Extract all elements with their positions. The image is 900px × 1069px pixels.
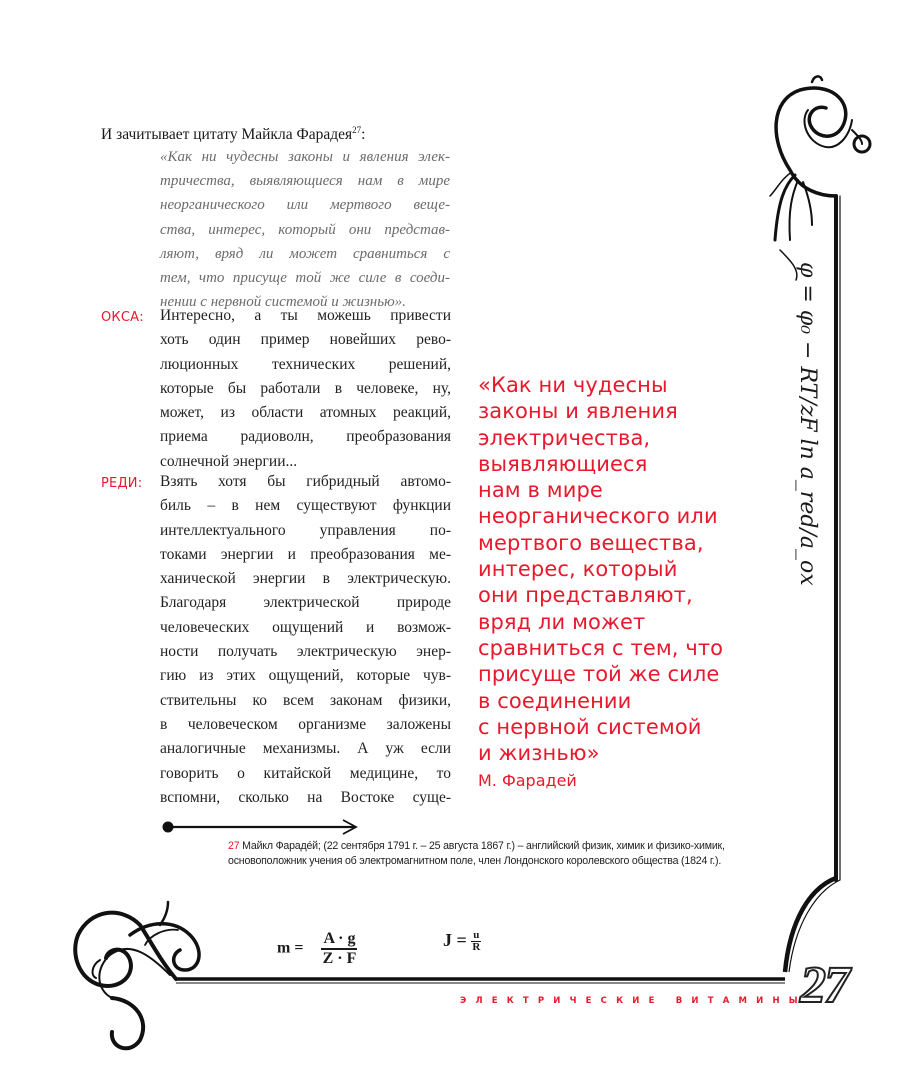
speaker-label-redi: РЕДИ:: [101, 476, 143, 491]
quote-line: ства, интерес, который они представ-: [160, 221, 450, 238]
quote-line: нении с нервной системой и жизнью».: [160, 294, 406, 311]
speaker-label-oksa: ОКСА:: [101, 310, 144, 325]
speech-line: хоть один пример новейших рево-: [160, 331, 451, 349]
pull-quote-line: мертвого вещества,: [478, 530, 704, 555]
speech-line: интеллектуального управления по-: [160, 521, 451, 539]
speech-line: ности получать электрическую энер-: [160, 643, 451, 661]
formula-ohm-law: [443, 930, 481, 953]
formula-j-lhs: J =: [443, 930, 467, 950]
footnote-arrow-ornament: [163, 820, 356, 834]
pull-quote-line: с нервной системой: [478, 714, 702, 739]
formula-m-fraction: [321, 930, 357, 968]
speech-redi: [160, 470, 451, 810]
bottom-rule: [176, 979, 785, 983]
formula-j-denominator: R: [472, 941, 481, 954]
bottom-left-flourish-ornament: [75, 902, 199, 1048]
pull-quote-line: сравниться с тем, что: [478, 635, 724, 660]
running-title: ЭЛЕКТРИЧЕСКИЕ ВИТАМИНЫ: [460, 996, 807, 1006]
formula-faraday-law: [277, 930, 357, 968]
speech-oksa: [160, 304, 451, 474]
speech-line: токами энергии и преобразования ме-: [160, 545, 451, 563]
speech-line: биль – в нем существуют функции: [160, 497, 451, 515]
quote-line: ляют, вряд ли может сравниться с: [160, 245, 450, 262]
speech-line: вспомни, сколько на Востоке суще-: [160, 788, 451, 806]
pull-quote-author: М. Фарадей: [478, 771, 577, 790]
pull-quote-line: неорганического или: [478, 504, 718, 529]
formula-j-fraction: [471, 930, 481, 953]
speech-line: ханической энергии в электрическую.: [160, 570, 451, 588]
pull-quote-line: электричества,: [478, 425, 651, 450]
footnote: [228, 839, 788, 869]
pull-quote-line: и жизнью»: [478, 741, 600, 766]
pull-quote-line: вряд ли может: [478, 609, 646, 634]
pull-quote-line: присуще той же силе: [478, 662, 720, 687]
quote-line: неорганического или мертвого веще-: [160, 197, 450, 214]
speech-line: человеческих ощущений и возмож-: [160, 618, 451, 636]
formula-m-lhs: m =: [277, 939, 304, 957]
formula-m-denominator: Z · F: [322, 950, 357, 967]
formula-j-numerator: u: [473, 929, 480, 942]
intro-line: [101, 118, 365, 147]
footnote-number: 27: [228, 840, 240, 852]
speech-line: приема радиоволн, преобразования: [160, 428, 451, 446]
pull-quote-line: они представляют,: [478, 583, 693, 608]
pull-quote-line: «Как ни чудесны: [478, 373, 668, 397]
quote-line: тем, что присуще той же силе в соеди-: [160, 269, 450, 286]
speech-line: Интересно, а ты можешь привести: [160, 307, 451, 324]
pull-quote: [478, 372, 778, 766]
speech-line: Взять хотя бы гибридный автомо-: [160, 473, 451, 490]
pull-quote-line: выявляющиеся: [478, 451, 648, 476]
quote-line: тричества, выявляющиеся нам в мире: [160, 173, 450, 190]
pull-quote-line: в соединении: [478, 688, 632, 713]
speech-line: люционных технических решений,: [160, 355, 451, 373]
footnote-ref[interactable]: 27: [352, 125, 362, 135]
speech-line: может, из области атомных реакций,: [160, 404, 451, 422]
speech-line: солнечной энергии...: [160, 452, 298, 470]
speech-line: ствительны ко всем законам физики,: [160, 691, 451, 709]
top-right-scroll-ornament: [770, 76, 870, 880]
quote-line: «Как ни чудесны законы и явления элек-: [160, 149, 450, 165]
vertical-nernst-formula: φ = φ₀ − RT/zF ln a_red/a_ox: [795, 262, 820, 586]
speech-line: аналогичные механизмы. А уж если: [160, 740, 451, 758]
inline-quote: [160, 145, 450, 314]
pull-quote-line: нам в мире: [478, 478, 603, 503]
page-number: 27: [800, 957, 848, 1014]
speech-line: говорить о китайской медицине, то: [160, 764, 451, 782]
speech-line: в человеческом организме заложены: [160, 715, 451, 733]
footnote-text: Майкл Фараде́й; (22 сентября 1791 г. – 25 августа 1867 г.) – английский физик, химик и физико-химик,: [239, 840, 725, 852]
pull-quote-line: интерес, который: [478, 557, 678, 582]
formula-m-numerator: A · g: [321, 930, 357, 950]
intro-suffix: :: [361, 126, 366, 143]
speech-line: гию из этих ощущений, которые чув-: [160, 667, 451, 685]
footnote-line-2: основоположник учения об электромагнитном поле, член Лондонского королевского общества (1824 г.).: [228, 855, 722, 867]
footnote-line-1: [228, 839, 788, 854]
speech-line: Благодаря электрической природе: [160, 594, 451, 612]
intro-text: И зачитывает цитату Майкла Фарадея: [101, 126, 353, 143]
pull-quote-line: законы и явления: [478, 399, 678, 424]
speech-line: которые бы работали в человеке, ну,: [160, 379, 451, 397]
